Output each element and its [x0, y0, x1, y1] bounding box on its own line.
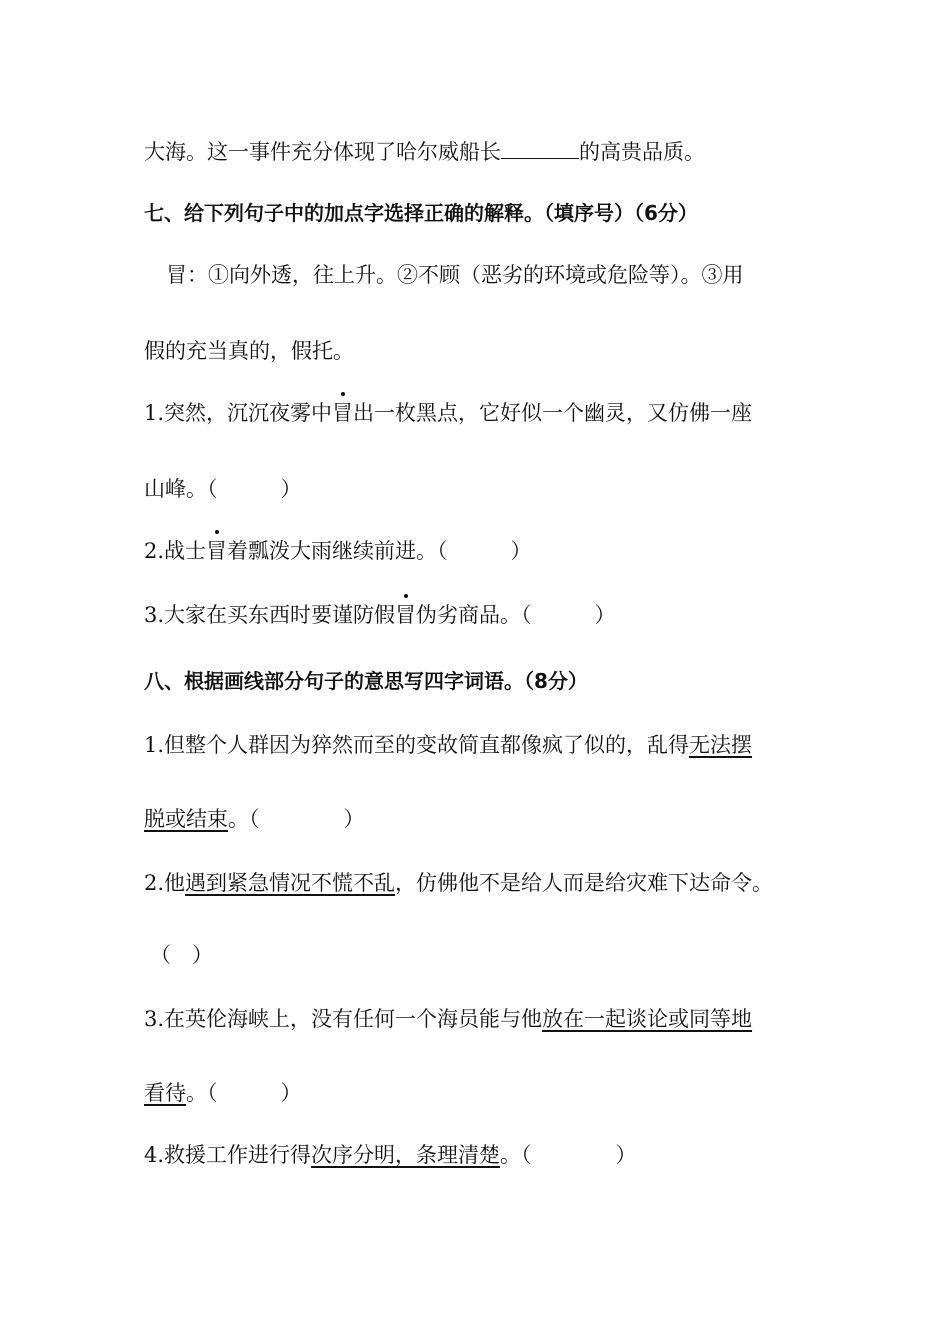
text-line: 大海。这一事件充分体现了哈尔威船长 的高贵品质。	[144, 136, 705, 167]
underlined-phrase: 放在一起谈论或同等地	[542, 1007, 753, 1031]
underlined-phrase: 遇到紧急情况不慌不乱	[185, 871, 396, 895]
dotted-character: 冒	[206, 536, 227, 566]
question-line: 3.在英伦海峡上，没有任何一个海员能与他放在一起谈论或同等地	[144, 1007, 753, 1031]
question-line: 脱或结束。（ ）	[144, 807, 365, 831]
underlined-phrase: 脱或结束	[144, 807, 228, 831]
section-seven-heading: 七、给下列句子中的加点字选择正确的解释。（填序号）（6分）	[144, 201, 698, 225]
question-line: 1.突然，沉沉夜雾中冒出一枚黑点，它好似一个幽灵，又仿佛一座	[144, 398, 752, 428]
question-line: 1.但整个人群因为猝然而至的变故简直都像疯了似的，乱得无法摆	[144, 733, 753, 757]
definition-line: 假的充当真的，假托。	[144, 339, 354, 363]
question-line: 看待。（ ）	[144, 1081, 302, 1105]
dotted-character: 冒	[395, 600, 416, 630]
answer-bracket: （ ）	[150, 943, 213, 967]
question-line: 2.战士冒着瓢泼大雨继续前进。（ ）	[144, 536, 532, 566]
question-line: 山峰。（ ）	[144, 477, 302, 501]
dotted-character: 冒	[332, 398, 353, 428]
underlined-phrase: 无法摆	[689, 733, 753, 757]
answer-blank	[501, 136, 579, 159]
underlined-phrase: 次序分明，条理清楚	[311, 1143, 501, 1167]
definition-line: 冒：①向外透，往上升。②不顾（恶劣的环境或危险等）。③用	[166, 263, 744, 287]
question-line: 2.他遇到紧急情况不慌不乱，仿佛他不是给人而是给灾难下达命令。	[144, 871, 774, 895]
question-line: 3.大家在买东西时要谨防假冒伪劣商品。（ ）	[144, 600, 616, 630]
underlined-phrase: 看待	[144, 1081, 186, 1105]
question-line: 4.救援工作进行得次序分明，条理清楚。（ ）	[144, 1143, 637, 1167]
section-eight-heading: 八、根据画线部分句子的意思写四字词语。（8分）	[144, 669, 588, 693]
